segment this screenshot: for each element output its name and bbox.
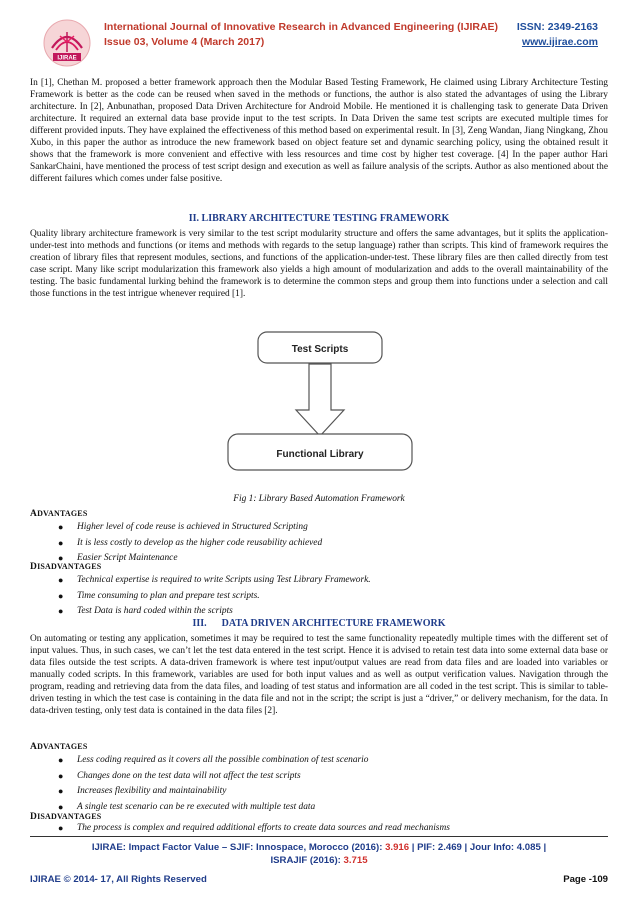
section-2-paragraph: Quality library architecture framework is very similar to the test script modularity structure and offers the same advantages, but it splits the application-under-test into methods and functions (or items and methods with regards to the setup language) rather than scripts. This kind of framework requires the creation of library files that represent modules, sections, and functions of the application-under-test. These library files are then called directly from test case script. Many like script modularization this framework also yields a high amount of modularization and adds to the overall maintainability of the testing. The basic fundamental lurking behind the framework is to determine the common steps and group them into functions under a selection and call those functions in the test intrigue whenever required [1]. <box>30 229 608 299</box>
bullet-icon: ● <box>58 801 64 812</box>
list-item: ● Less coding required as it covers all the possible combination of test scenario <box>58 753 608 769</box>
list-item: ● Time consuming to plan and prepare test scripts. <box>58 589 608 605</box>
ijirae-logo-icon <box>42 18 92 68</box>
list-item: ● Higher level of code reuse is achieved in Structured Scripting <box>58 520 608 536</box>
disadvantages-label: DISADVANTAGES <box>30 562 102 572</box>
list-item: ● Test Data is hard coded within the scripts <box>58 604 608 620</box>
isra-value: 3.715 <box>343 855 368 866</box>
journal-url-link[interactable]: www.ijirae.com <box>521 36 598 48</box>
list-item: ● Technical expertise is required to write Scripts using Test Library Framework. <box>58 573 608 589</box>
bullet-icon: ● <box>58 786 64 796</box>
section-3-heading: III. DATA DRIVEN ARCHITECTURE FRAMEWORK <box>192 618 446 629</box>
footer-copyright: IJIRAE © 2014- 17, All Rights Reserved <box>30 874 207 885</box>
test-scripts-label: Test Scripts <box>291 344 349 355</box>
journal-issue: Issue 03, Volume 4 (March 2017) <box>104 36 265 48</box>
bullet-icon: ● <box>58 522 64 532</box>
list-item: ● Easier Script Maintenance <box>58 551 608 567</box>
disadvantages-label: DISADVANTAGES <box>30 812 102 822</box>
bullet-icon: ● <box>58 575 64 585</box>
bullet-icon: ● <box>58 590 64 601</box>
down-arrow-icon <box>296 364 344 436</box>
journal-title: International Journal of Innovative Research in Advanced Engineering (IJIRAE) <box>104 21 499 33</box>
advantages-list <box>58 520 608 567</box>
footer-divider <box>30 836 608 837</box>
journal-issn: ISSN: 2349-2163 <box>516 21 598 33</box>
disadvantages-list <box>58 573 608 620</box>
functional-library-label: Functional Library <box>276 449 364 460</box>
footer-impact-line: IJIRAE: Impact Factor Value – SJIF: Innospace, Morocco (2016): 3.916 | PIF: 2.469 | Jour Info: 4.085 | <box>91 842 547 853</box>
bullet-icon: ● <box>58 606 64 616</box>
footer-isra-line: ISRAJIF (2016): 3.715 <box>270 855 368 866</box>
list-item: ● A single test scenario can be re executed with multiple test data <box>58 800 608 816</box>
bullet-icon: ● <box>58 770 64 781</box>
bullet-icon: ● <box>58 823 64 833</box>
section-2-heading: II. LIBRARY ARCHITECTURE TESTING FRAMEWORK <box>188 213 450 224</box>
bullet-icon: ● <box>58 553 64 563</box>
list-item: ● The process is complex and required additional efforts to create data sources and read mechanisms <box>58 823 450 833</box>
list-item: ● Changes done on the test data will not affect the test scripts <box>58 769 608 785</box>
advantages-label: ADVANTAGES <box>30 742 88 752</box>
logo-text: IJIRAE <box>57 55 77 62</box>
bullet-icon: ● <box>58 537 64 548</box>
advantages-list <box>58 753 608 815</box>
page-number: Page -109 <box>563 874 608 885</box>
figure-caption: Fig 1: Library Based Automation Framework <box>233 494 405 504</box>
list-item: ● Increases flexibility and maintainability <box>58 784 608 800</box>
list-item: ● It is less costly to develop as the higher code reusability achieved <box>58 536 608 552</box>
advantages-label: ADVANTAGES <box>30 509 88 519</box>
library-framework-figure <box>220 330 420 476</box>
bullet-icon: ● <box>58 755 64 765</box>
section-3-paragraph: On automating or testing any application, sometimes it may be required to test the same functionality repeatedly multiple times with the different set of input values. Thus, in such cases, we can’t let the test data entered in the test script. Hence it is advised to retain test data into some external data base or data files outside the test scripts. A data-driven framework is where test input/output values are read from data files and are loaded into variables or manually coded scripts. In this framework, variables are used for both input values and as well as output verification values. Navigation through the program, reading and retrieving data from the data files, and loading of test status and information are all coded in the test script. This is similar to table-driven testing in which the test case is containing in the data file and not in the script; the script is just a “driver,” or delivery mechanism, for the data. In data-driven testing, only test data is contained in the data files [2]. <box>30 634 608 716</box>
sjif-value: 3.916 <box>385 842 410 853</box>
disadvantages-list <box>58 822 608 834</box>
intro-paragraph: In [1], Chethan M. proposed a better framework approach then the Modular Based Testing Framework, He claimed using Library Architecture Testing Framework is better as the code can be reused when saved in the methods or functions, the author is also stated the advantages of using the Library architecture. In [2], Anbunathan, proposed Data Driven Architecture for Android Mobile. He mentioned it is challenging task to generate Data Driven architecture. It required an external data base provide input to the test scripts. In Data Driven the same test scripts are executed multiple times for different provided inputs. They have explained the effectiveness of this method based on experimental result. In [3], Zeng Wandan, Jiang Ningkang, Zhou Xubo, in this paper the author as introduce the new framework based on object feature set and dynamic searching policy, using the obtained result it shows that the framework is more convenient and effective with less resources and time cost by higher test coverage. [4] In the paper author Hari SankarChaini, have mentioned the process of test script design and execution as well as failure analysis of the scripts. Author as also mentioned about the different failures which comes under false positive. <box>30 78 608 184</box>
